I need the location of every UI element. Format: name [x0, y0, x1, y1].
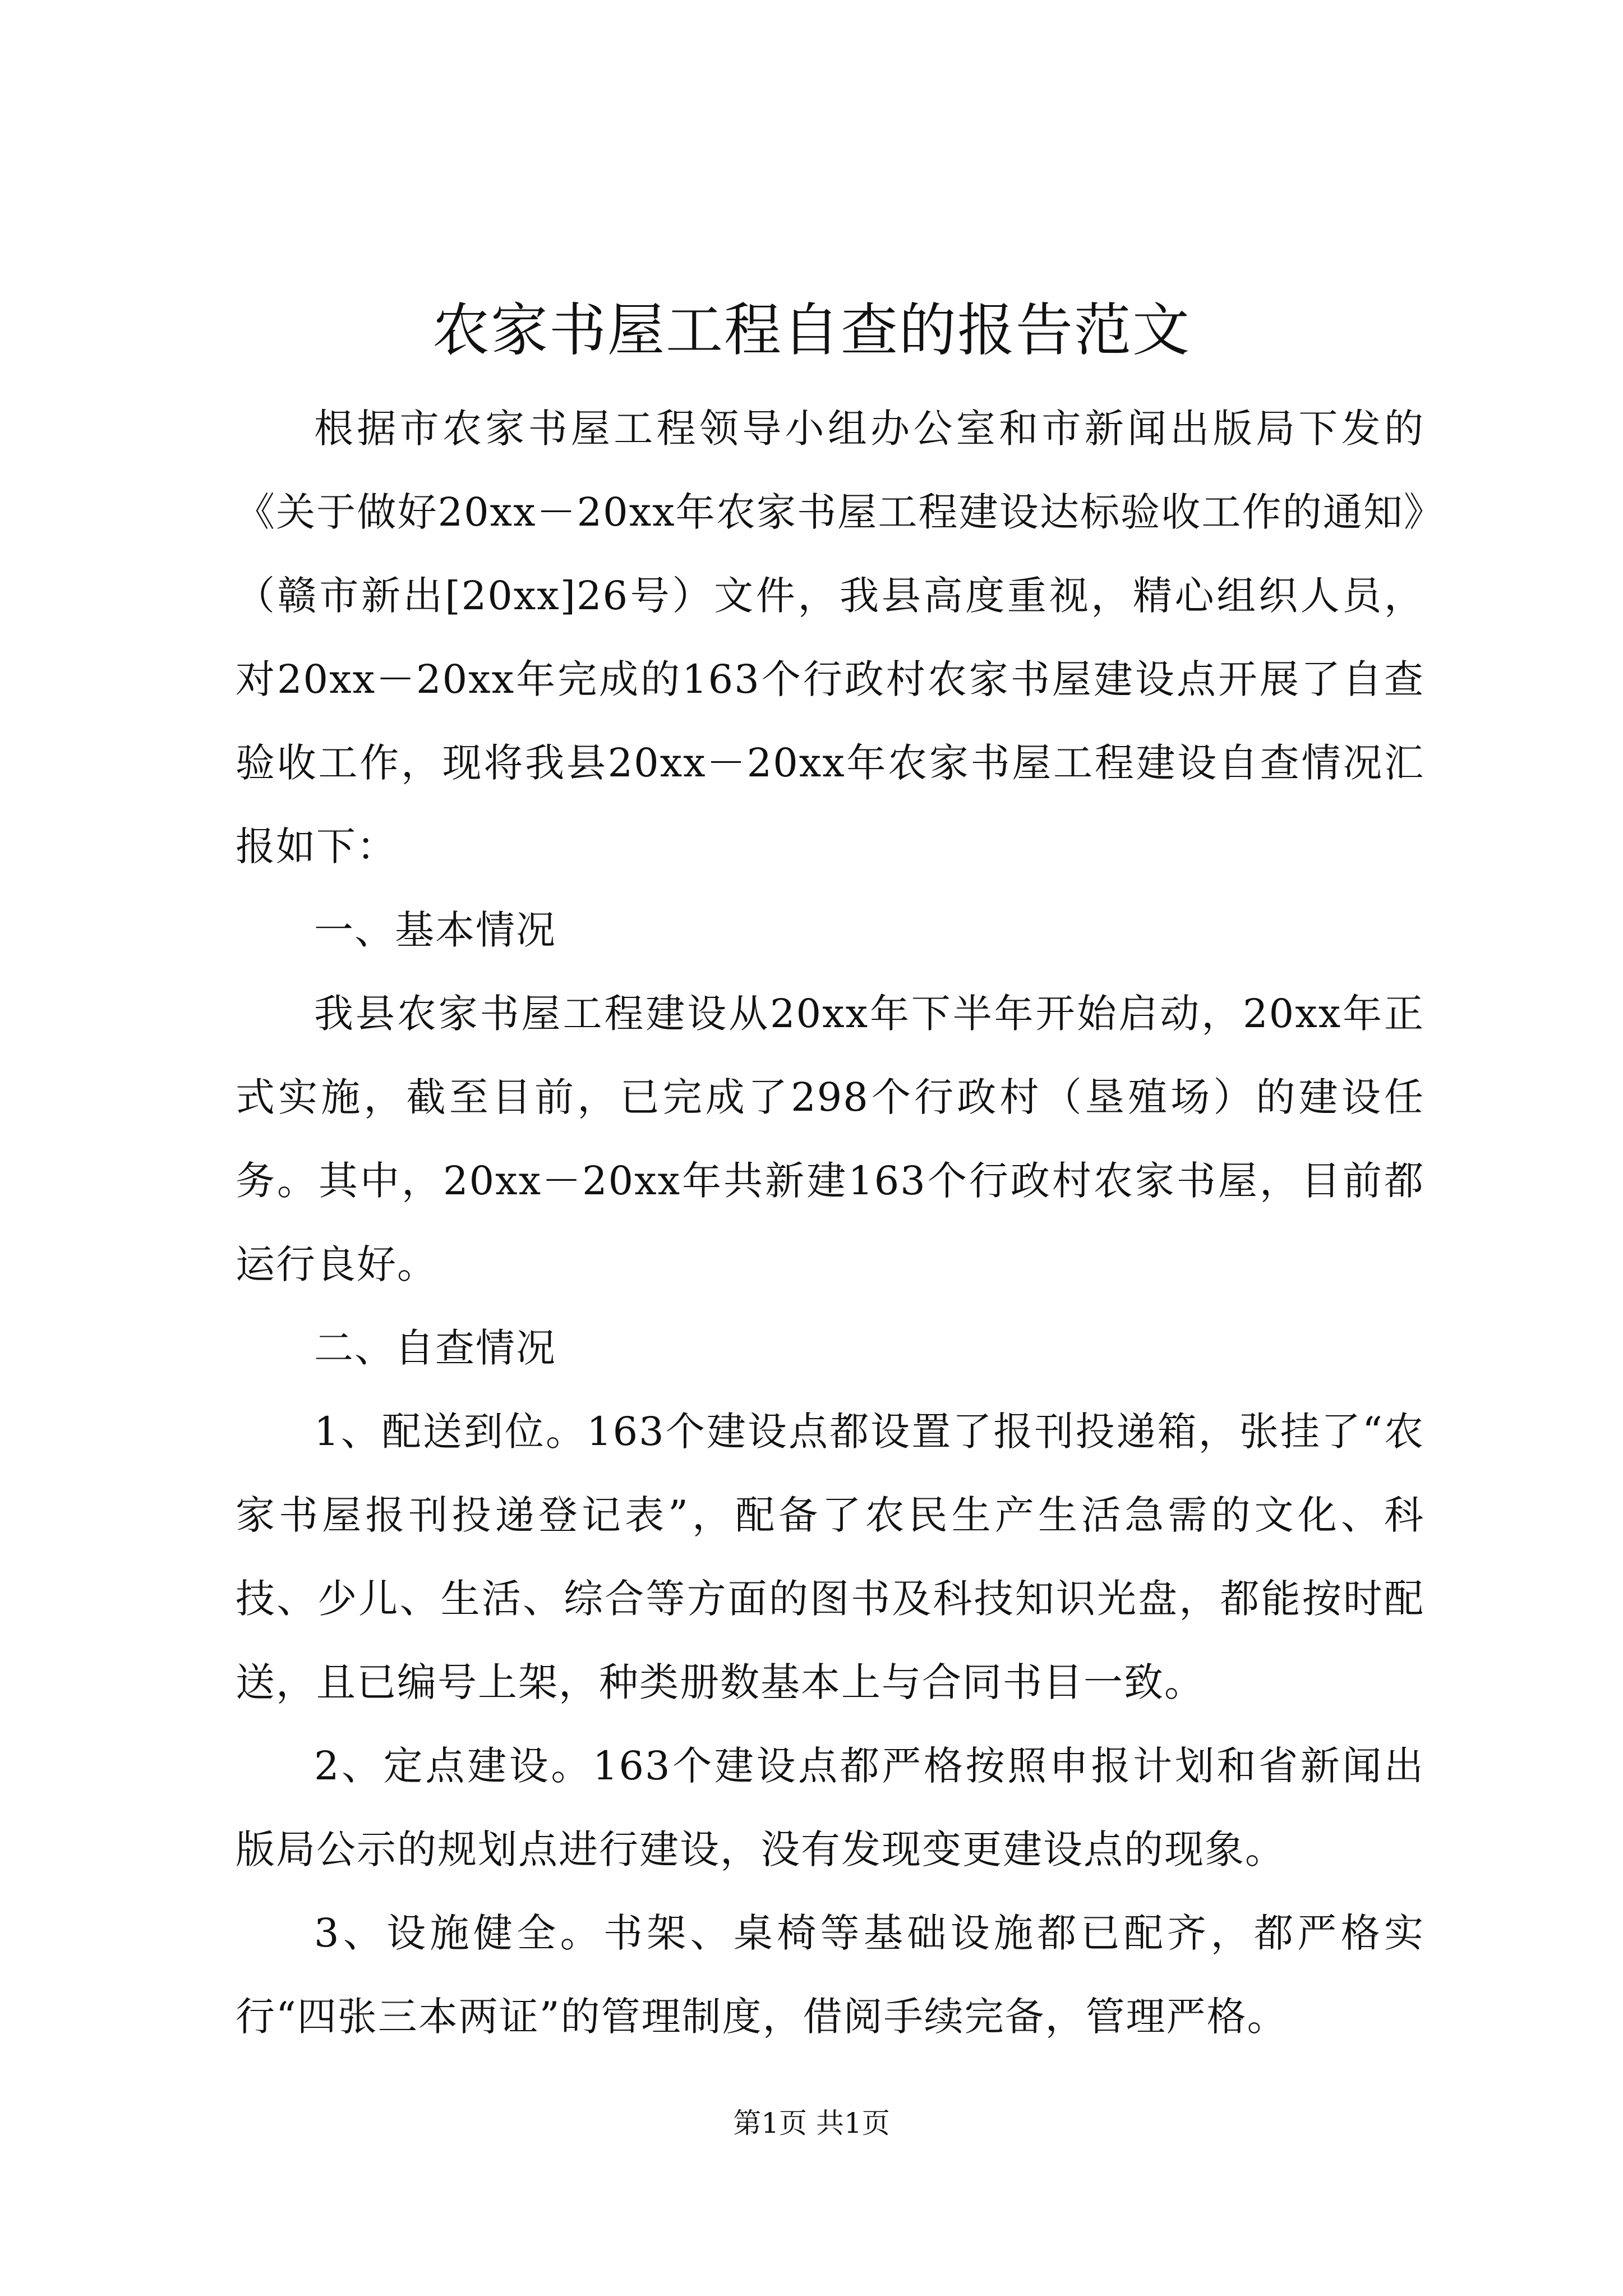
- document-body: [236, 387, 1424, 2059]
- intro-paragraph: 根据市农家书屋工程领导小组办公室和市新闻出版局下发的《关于做好20xx－20xx年农家书屋工程建设达标验收工作的通知》（赣市新出[20xx]26号）文件，我县高度重视，精心组织人员，对20xx－20xx年完成的163个行政村农家书屋建设点开展了自查验收工作，现将我县20xx－20xx年农家书屋工程建设自查情况汇报如下：: [236, 406, 1424, 869]
- self-check-item-1: 1、配送到位。163个建设点都设置了报刊投递箱，张挂了“农家书屋报刊投递登记表”，配备了农民生产生活急需的文化、科技、少儿、生活、综合等方面的图书及科技知识光盘，都能按时配送，且已编号上架，种类册数基本上与合同书目一致。: [236, 1409, 1424, 1705]
- self-check-item-3: 3、设施健全。书架、桌椅等基础设施都已配齐，都严格实行“四张三本两证”的管理制度，借阅手续完备，管理严格。: [236, 1910, 1424, 2040]
- section-heading-self-check: 二、自查情况: [314, 1325, 556, 1371]
- section-heading-basic: 一、基本情况: [314, 907, 556, 953]
- page-footer: 第1页 共1页: [733, 2107, 890, 2139]
- document-title: 农家书屋工程自查的报告范文: [432, 297, 1191, 364]
- basic-situation-paragraph: 我县农家书屋工程建设从20xx年下半年开始启动，20xx年正式实施，截至目前，已完成了298个行政村（垦殖场）的建设任务。其中，20xx－20xx年共新建163个行政村农家书屋，目前都运行良好。: [236, 991, 1424, 1287]
- self-check-item-2: 2、定点建设。163个建设点都严格按照申报计划和省新闻出版局公示的规划点进行建设，没有发现变更建设点的现象。: [236, 1743, 1424, 1872]
